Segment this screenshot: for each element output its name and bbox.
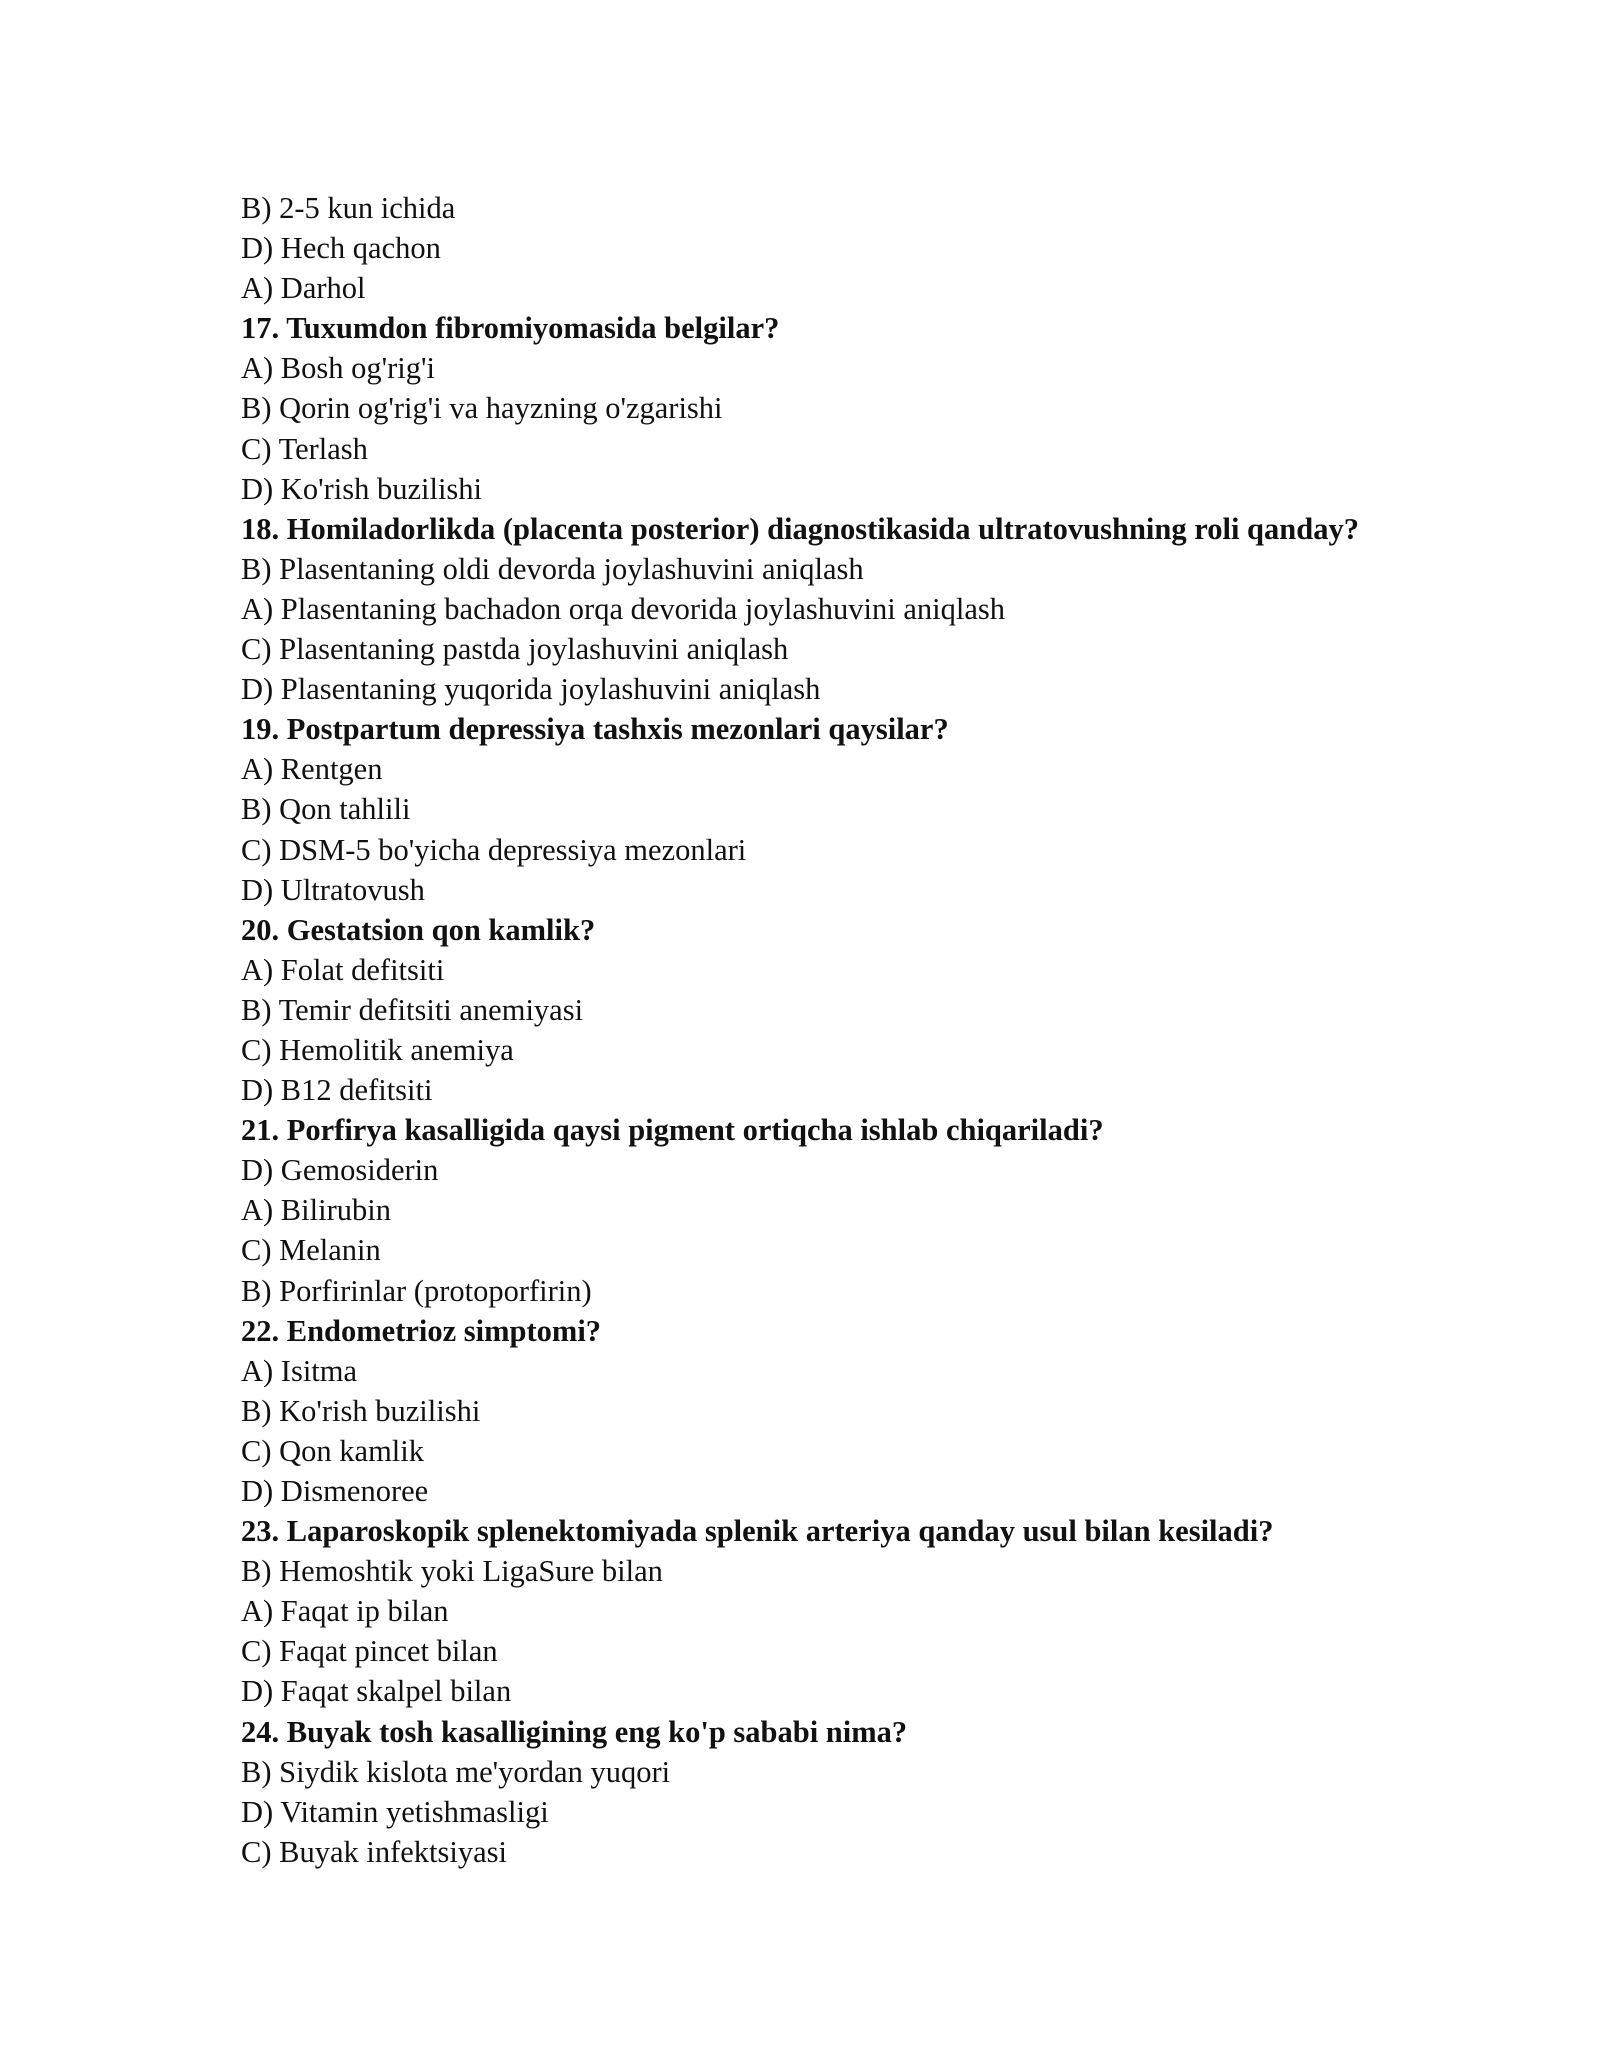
answer-option: C) Qon kamlik	[241, 1433, 424, 1468]
answer-option: C) Buyak infektsiyasi	[241, 1834, 507, 1869]
question-heading: 19. Postpartum depressiya tashxis mezonlari qaysilar?	[241, 712, 949, 747]
answer-option: C) DSM-5 bo'yicha depressiya mezonlari	[241, 832, 747, 867]
answer-option: B) Porfirinlar (protoporfirin)	[241, 1273, 592, 1308]
answer-option: C) Melanin	[241, 1233, 381, 1268]
answer-option: B) Qorin og'rig'i va hayzning o'zgarishi	[241, 391, 723, 426]
answer-option: B) Siydik kislota me'yordan yuqori	[241, 1754, 671, 1789]
answer-option: D) Hech qachon	[241, 231, 441, 266]
answer-option: D) Ultratovush	[241, 872, 425, 907]
answer-option: D) Gemosiderin	[241, 1153, 439, 1188]
answer-option: A) Plasentaning bachadon orqa devorida joylashuvini aniqlash	[241, 591, 1006, 626]
answer-option: B) Hemoshtik yoki LigaSure bilan	[241, 1554, 663, 1589]
answer-option: B) Temir defitsiti anemiyasi	[241, 992, 584, 1027]
answer-option: A) Faqat ip bilan	[241, 1594, 449, 1629]
answer-option: C) Terlash	[241, 431, 368, 466]
answer-option: A) Isitma	[241, 1353, 358, 1388]
answer-option: A) Rentgen	[241, 752, 383, 787]
answer-option: D) Plasentaning yuqorida joylashuvini aniqlash	[241, 672, 821, 707]
answer-option: D) Faqat skalpel bilan	[241, 1674, 512, 1709]
answer-option: B) Qon tahlili	[241, 792, 411, 827]
question-heading: 22. Endometrioz simptomi?	[241, 1313, 602, 1348]
answer-option: D) Dismenoree	[241, 1474, 429, 1508]
answer-option: D) B12 defitsiti	[241, 1073, 433, 1108]
answer-option: C) Hemolitik anemiya	[241, 1032, 514, 1067]
answer-option: A) Darhol	[241, 271, 366, 306]
answer-option: B) 2-5 kun ichida	[241, 191, 456, 225]
answer-option: D) Vitamin yetishmasligi	[241, 1794, 549, 1829]
answer-option: C) Plasentaning pastda joylashuvini aniqlash	[241, 632, 789, 667]
answer-option: B) Ko'rish buzilishi	[241, 1393, 481, 1428]
question-heading: 24. Buyak tosh kasalligining eng ko'p sababi nima?	[241, 1714, 908, 1749]
question-heading: 18. Homiladorlikda (placenta posterior) diagnostikasida ultratovushning roli qanday?	[241, 511, 1359, 546]
answer-option: A) Bosh og'rig'i	[241, 351, 435, 386]
answer-option: B) Plasentaning oldi devorda joylashuvini aniqlash	[241, 551, 864, 586]
question-heading: 17. Tuxumdon fibromiyomasida belgilar?	[241, 311, 780, 346]
question-heading: 21. Porfirya kasalligida qaysi pigment ortiqcha ishlab chiqariladi?	[241, 1113, 1104, 1148]
answer-option: D) Ko'rish buzilishi	[241, 471, 483, 506]
question-heading: 20. Gestatsion qon kamlik?	[241, 912, 596, 947]
answer-option: A) Bilirubin	[241, 1193, 391, 1228]
answer-option: C) Faqat pincet bilan	[241, 1634, 498, 1669]
document-body	[241, 188, 1501, 1872]
question-heading: 23. Laparoskopik splenektomiyada splenik arteriya qanday usul bilan kesiladi?	[241, 1514, 1274, 1549]
answer-option: A) Folat defitsiti	[241, 952, 445, 987]
